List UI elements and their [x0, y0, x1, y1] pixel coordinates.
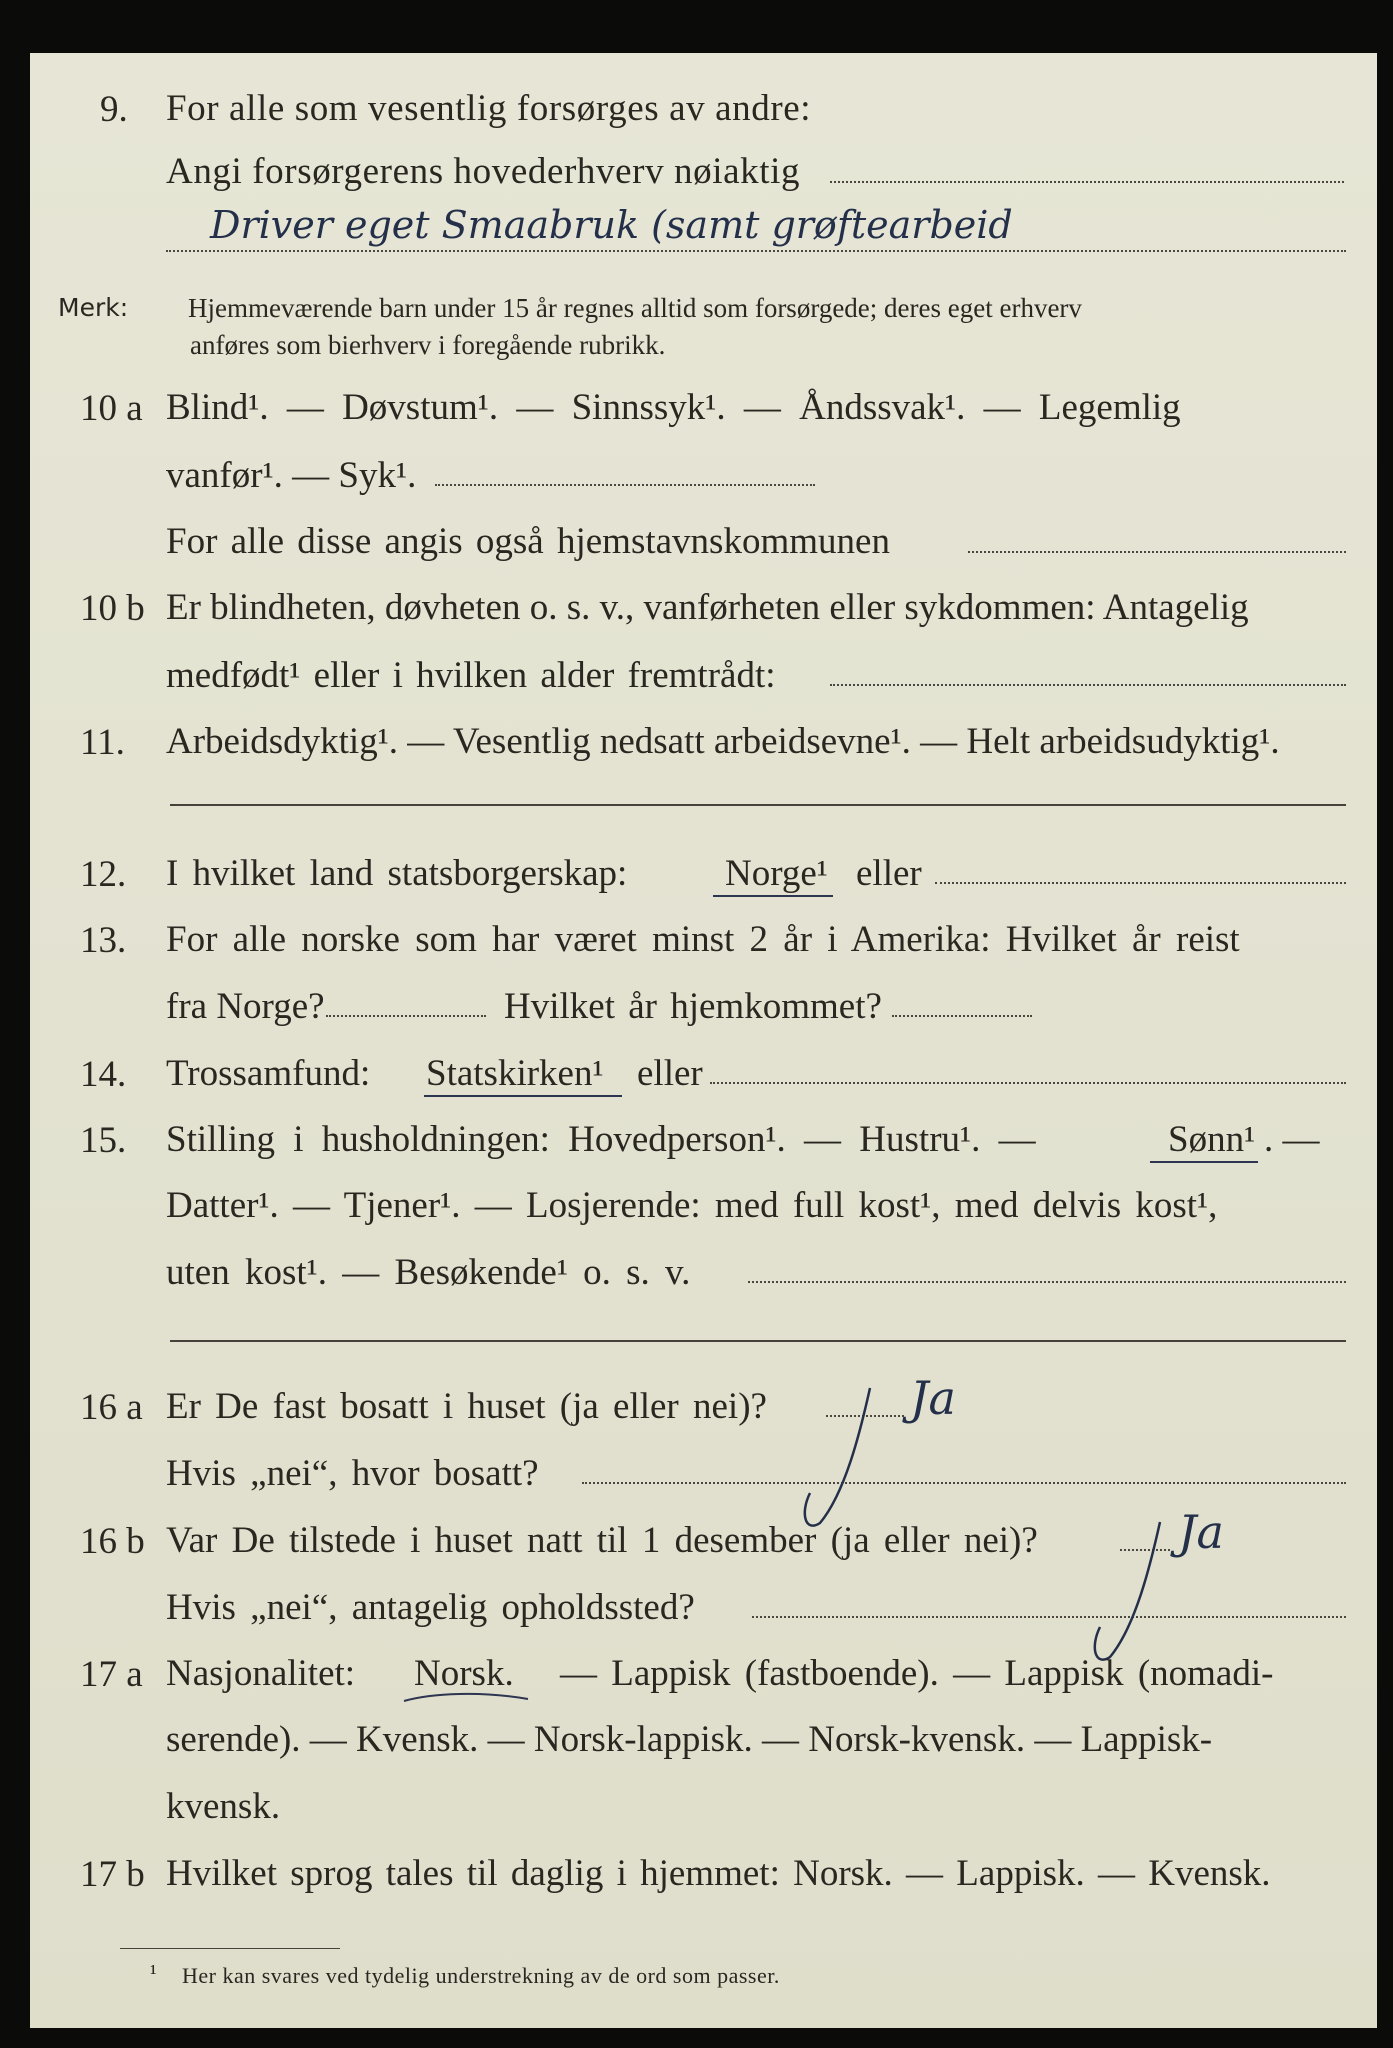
- census-form-page: [30, 53, 1377, 2028]
- q12-prefix: I hvilket land statsborgerskap:: [166, 853, 628, 894]
- q16b-line2: Hvis „nei“, antagelig opholdssted?: [166, 1587, 695, 1628]
- q11-number: 11.: [80, 722, 125, 763]
- q10a-line3-dotted-leader: [968, 551, 1346, 553]
- q17b-number: 17 b: [80, 1854, 145, 1895]
- q17a-line2: serende). — Kvensk. — Norsk-lappisk. — Norsk-kvensk. — Lappisk-: [166, 1719, 1213, 1760]
- q9-line1: For alle som vesentlig forsørges av andre:: [166, 88, 812, 129]
- q9-handwritten-answer: Driver eget Smaabruk (samt grøftearbeid: [210, 203, 1013, 247]
- q14-dotted-leader: [710, 1082, 1346, 1084]
- q17a-line3: kvensk.: [166, 1786, 281, 1827]
- q14-statskirken-underline: [424, 1095, 622, 1097]
- q10a-line2-dotted-leader: [435, 484, 815, 486]
- footnote-mark: ¹: [150, 1960, 157, 1985]
- q16a-line2-dotted-leader: [582, 1482, 1346, 1484]
- q13-line1: For alle norske som har været minst 2 år i Amerika: Hvilket år reist: [166, 919, 1240, 960]
- q16b-ink-stroke: [1090, 1517, 1170, 1667]
- q13-line2a-dotted-leader: [326, 1015, 486, 1017]
- q16a-ink-stroke: [800, 1383, 880, 1533]
- q17a-prefix: Nasjonalitet:: [166, 1653, 356, 1694]
- q12-number: 12.: [80, 854, 127, 895]
- q15-line3: uten kost¹. — Besøkende¹ o. s. v.: [166, 1252, 691, 1293]
- q10b-line2: medfødt¹ eller i hvilken alder fremtrådt:: [166, 655, 776, 696]
- q16b-line2-dotted-leader: [752, 1616, 1346, 1618]
- merk-line2: anføres som bierhverv i foregående rubrikk.: [190, 330, 666, 360]
- q10a-line2: vanfør¹. — Syk¹.: [166, 455, 417, 496]
- q10a-line1: Blind¹. — Døvstum¹. — Sinnssyk¹. — Åndssvak¹. — Legemlig: [166, 387, 1181, 428]
- q11-answer-line: [170, 804, 1346, 806]
- q14-prefix: Trossamfund:: [166, 1053, 371, 1094]
- q17a-line1-rest: — Lappisk (fastboende). — Lappisk (nomadi-: [560, 1653, 1274, 1694]
- q13-line2b: Hvilket år hjemkommet?: [504, 986, 882, 1027]
- q16b-handwritten-answer: Ja: [1178, 1505, 1224, 1559]
- q15-answer-line: [170, 1340, 1346, 1342]
- q17a-norsk-underline: [402, 1691, 532, 1705]
- q16b-line1: Var De tilstede i huset natt til 1 desember (ja eller nei)?: [166, 1520, 1038, 1561]
- q10b-line1: Er blindheten, døvheten o. s. v., vanførheten eller sykdommen: Antagelig: [166, 587, 1249, 628]
- q9-number: 9.: [100, 89, 128, 130]
- q12-dotted-leader: [935, 882, 1346, 884]
- q14-statskirken: Statskirken¹: [426, 1053, 604, 1094]
- merk-line1: Hjemmeværende barn under 15 år regnes alltid som forsørgede; deres eget erhverv: [188, 293, 1082, 323]
- q10a-number: 10 a: [80, 388, 143, 429]
- footnote-text: Her kan svares ved tydelig understrekning av de ord som passer.: [182, 1963, 780, 1988]
- q13-number: 13.: [80, 920, 127, 961]
- q15-line1c: . —: [1264, 1119, 1320, 1160]
- q17b-line1: Hvilket sprog tales til daglig i hjemmet: Norsk. — Lappisk. — Kvensk.: [166, 1853, 1271, 1894]
- q15-sonn: Sønn¹: [1168, 1119, 1256, 1160]
- q17a-norsk: Norsk.: [414, 1653, 514, 1694]
- q14-suffix: eller: [637, 1053, 703, 1094]
- q15-sonn-underline: [1150, 1161, 1258, 1163]
- q16a-line1: Er De fast bosatt i huset (ja eller nei)?: [166, 1386, 767, 1427]
- q10a-line3: For alle disse angis også hjemstavnskommunen: [166, 521, 890, 562]
- q9-answer-dotted-line: [166, 250, 1346, 252]
- q15-line3-dotted-leader: [748, 1281, 1346, 1283]
- q16b-number: 16 b: [80, 1521, 145, 1562]
- q10b-line2-dotted-leader: [830, 684, 1346, 686]
- q10b-number: 10 b: [80, 588, 145, 629]
- q13-line2b-dotted-leader: [892, 1015, 1032, 1017]
- q9-line2: Angi forsørgerens hovederhverv nøiaktig: [166, 151, 801, 192]
- q13-line2a: fra Norge?: [166, 986, 325, 1027]
- footnote-separator: [120, 1948, 340, 1949]
- q9-line2-dotted-leader: [830, 181, 1344, 183]
- q12-norge: Norge¹: [725, 853, 828, 894]
- q12-norge-underline: [713, 895, 833, 897]
- q14-number: 14.: [80, 1054, 127, 1095]
- merk-label: Merk:: [58, 293, 129, 322]
- q15-line1a: Stilling i husholdningen: Hovedperson¹. — Hustru¹. —: [166, 1119, 1036, 1160]
- q15-number: 15.: [80, 1120, 127, 1161]
- q16a-line2: Hvis „nei“, hvor bosatt?: [166, 1453, 539, 1494]
- q11-line1: Arbeidsdyktig¹. — Vesentlig nedsatt arbeidsevne¹. — Helt arbeidsudyktig¹.: [166, 721, 1280, 762]
- q16a-handwritten-answer: Ja: [910, 1371, 956, 1425]
- q16a-number: 16 a: [80, 1387, 143, 1428]
- q12-suffix: eller: [856, 853, 922, 894]
- q15-line2: Datter¹. — Tjener¹. — Losjerende: med full kost¹, med delvis kost¹,: [166, 1185, 1218, 1226]
- q17a-number: 17 a: [80, 1654, 143, 1695]
